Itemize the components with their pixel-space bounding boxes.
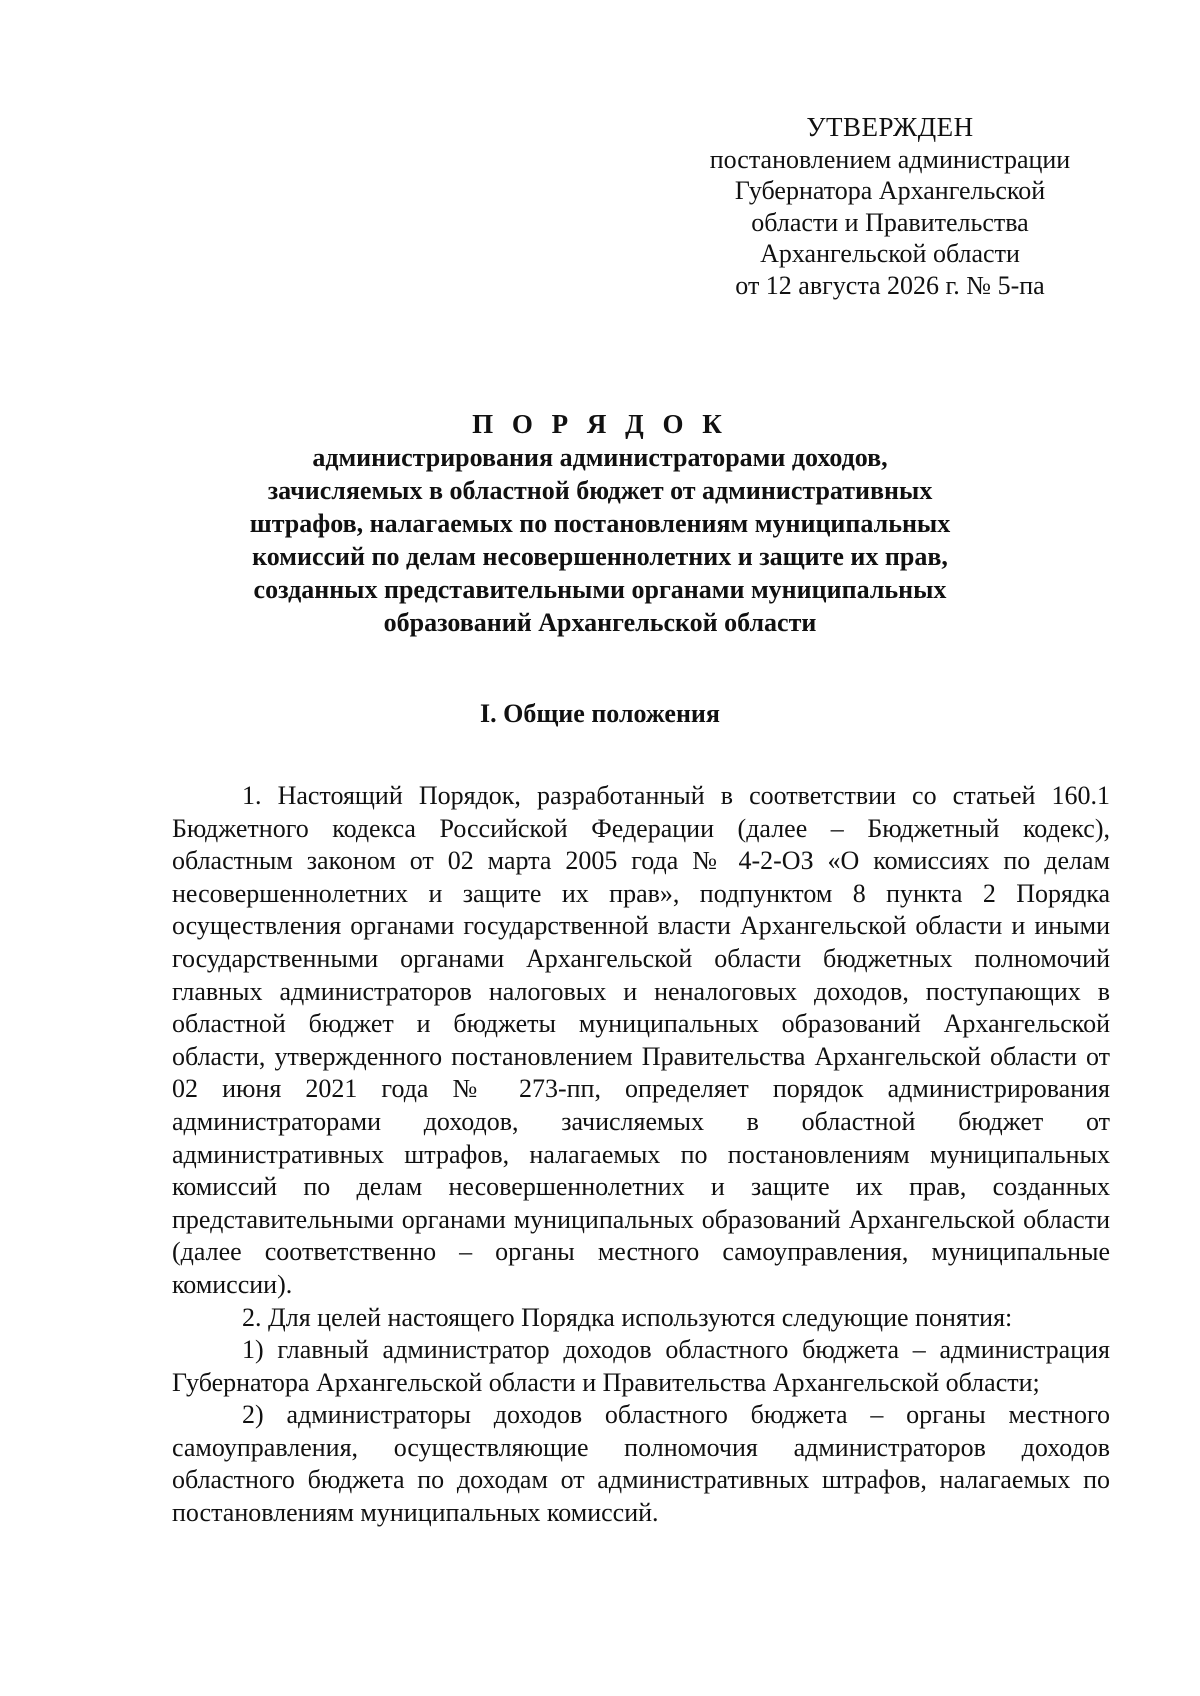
paragraph: 2) администраторы доходов областного бюджета – органы местного самоуправления, осуществляющие полномочия администраторов доходов областного бюджета по доходам от административных штрафов, налагаемых по постановлениям муниципальных комиссий.	[172, 1400, 1110, 1528]
approval-line: Архангельской области	[760, 239, 1020, 268]
document-title-line: комиссий по делам несовершеннолетних и защите их прав,	[252, 542, 948, 571]
document-title-line: администрирования администраторами доходов,	[312, 443, 888, 472]
document-title-line: образований Архангельской области	[383, 608, 817, 637]
paragraph: 1. Настоящий Порядок, разработанный в соответствии со статьей 160.1 Бюджетного кодекса Российской Федерации (далее – Бюджетный кодекс), областным законом от 02 марта 2005 года № 4-2-ОЗ «О комиссиях по делам несовершеннолетних и защите их прав», подпунктом 8 пункта 2 Порядка осуществления органами государственной власти Архангельской области и иными государственными органами Архангельской области бюджетных полномочий главных администраторов налоговых и неналоговых доходов, поступающих в областной бюджет и бюджеты муниципальных образований Архангельской области, утвержденного постановлением Правительства Архангельской области от 02 июня 2021 года № 273-пп, определяет порядок администрирования администраторами доходов, зачисляемых в областной бюджет от административных штрафов, налагаемых по постановлениям муниципальных комиссий по делам несовершеннолетних и защите их прав, созданных представительными органами муниципальных образований Архангельской области (далее соответственно – органы местного самоуправления, муниципальные комиссии).	[172, 781, 1110, 1299]
document-body	[172, 780, 1110, 1530]
document-title-line: созданных представительными органами муниципальных	[253, 575, 947, 604]
approval-line: Губернатора Архангельской	[734, 176, 1046, 205]
paragraph: 1) главный администратор доходов областного бюджета – администрация Губернатора Архангельской области и Правительства Архангельской области;	[172, 1335, 1110, 1397]
approval-line: области и Правительства	[751, 207, 1029, 237]
document-title-line: зачисляемых в областной бюджет от административных	[267, 476, 933, 505]
approval-date: от 12 августа 2026 г. № 5-па	[735, 270, 1045, 300]
document-title	[150, 408, 1050, 639]
approval-line: постановлением администрации	[709, 144, 1071, 174]
paragraph: 2. Для целей настоящего Порядка используются следующие понятия:	[242, 1302, 1013, 1332]
section-heading: I. Общие положения	[480, 699, 720, 728]
document-title-line: штрафов, налагаемых по постановлениям муниципальных	[249, 509, 951, 538]
approval-title: УТВЕРЖДЕН	[806, 112, 974, 142]
approval-stamp	[690, 112, 1090, 301]
document-title-main: П О Р Я Д О К	[472, 409, 728, 439]
